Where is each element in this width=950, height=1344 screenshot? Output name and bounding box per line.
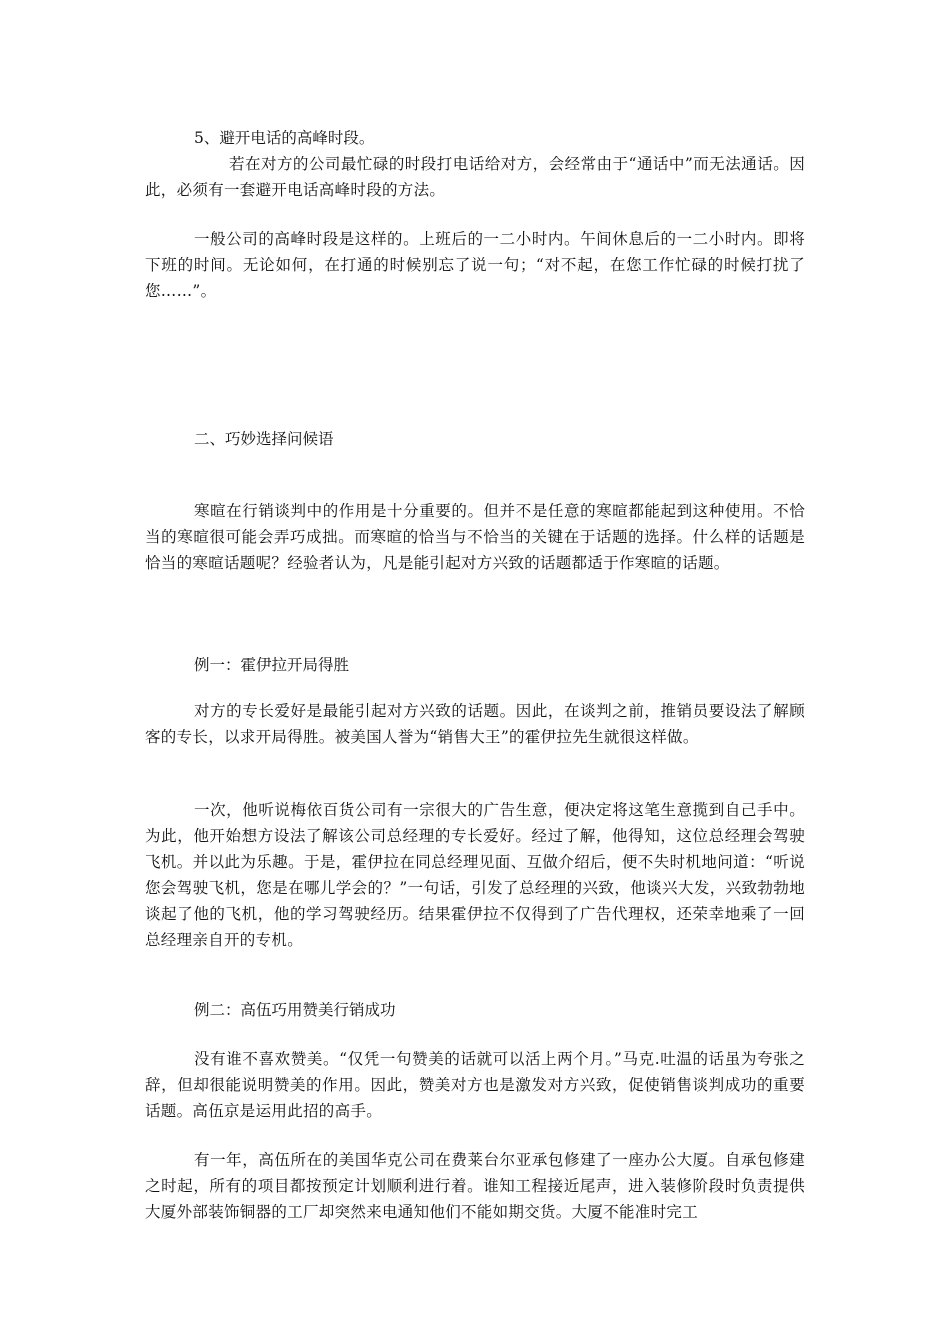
paragraph-greeting-importance: 寒暄在行销谈判中的作用是十分重要的。但并不是任意的寒暄都能起到这种使用。不恰当的寒暄很可能会弄巧成拙。而寒暄的恰当与不恰当的关键在于话题的选择。什么样的话题是恰当的寒暄话题呢？经验者认为，凡是能引起对方兴致的话题都适于作寒暄的话题。 [145, 502, 805, 572]
example-2-heading: 例二：高伍巧用赞美行销成功 [194, 1001, 396, 1019]
paragraph-praise-power: 没有谁不喜欢赞美。“仅凭一句赞美的话就可以活上两个月。”马克.吐温的话虽为夸张之辞，但却很能说明赞美的作用。因此，赞美对方也是激发对方兴致，促使销售谈判成功的重要话题。高伍京是运用此招的高手。 [145, 1050, 805, 1120]
example-1-heading: 例一：霍伊拉开局得胜 [194, 656, 350, 674]
paragraph-avoid-busy-time: 若在对方的公司最忙碌的时段打电话给对方，会经常由于“通话中”而无法通话。因此，必须有一套避开电话高峰时段的方法。 [145, 155, 805, 199]
paragraph-peak-hours: 一般公司的高峰时段是这样的。上班后的一二小时内。午间休息后的一二小时内。即将下班的时间。无论如何，在打通的时候别忘了说一句；“对不起，在您工作忙碌的时候打扰了您……”。 [145, 230, 805, 300]
section-5-heading: 5、避开电话的高峰时段。 [194, 129, 375, 147]
paragraph-expertise-topic: 对方的专长爱好是最能引起对方兴致的话题。因此，在谈判之前，推销员要设法了解顾客的专长，以求开局得胜。被美国人誉为“销售大王”的霍伊拉先生就很这样做。 [145, 702, 805, 746]
paragraph-gaowu-story: 有一年，高伍所在的美国华克公司在费莱台尔亚承包修建了一座办公大厦。自承包修建之时起，所有的项目都按预定计划顺利进行着。谁知工程接近尾声，进入装修阶段时负责提供大厦外部装饰铜器的工厂却突然来电通知他们不能如期交货。大厦不能准时完工 [145, 1151, 805, 1221]
section-2-heading: 二、巧妙选择问候语 [194, 430, 334, 448]
paragraph-hoyla-story: 一次，他听说梅依百货公司有一宗很大的广告生意，便决定将这笔生意揽到自己手中。为此，他开始想方设法了解该公司总经理的专长爱好。经过了解，他得知，这位总经理会驾驶飞机。并以此为乐趣。于是，霍伊拉在同总经理见面、互做介绍后，便不失时机地问道：“听说您会驾驶飞机，您是在哪儿学会的？”一句话，引发了总经理的兴致，他谈兴大发，兴致勃勃地谈起了他的飞机，他的学习驾驶经历。结果霍伊拉不仅得到了广告代理权，还荣幸地乘了一回总经理亲自开的专机。 [145, 801, 805, 949]
